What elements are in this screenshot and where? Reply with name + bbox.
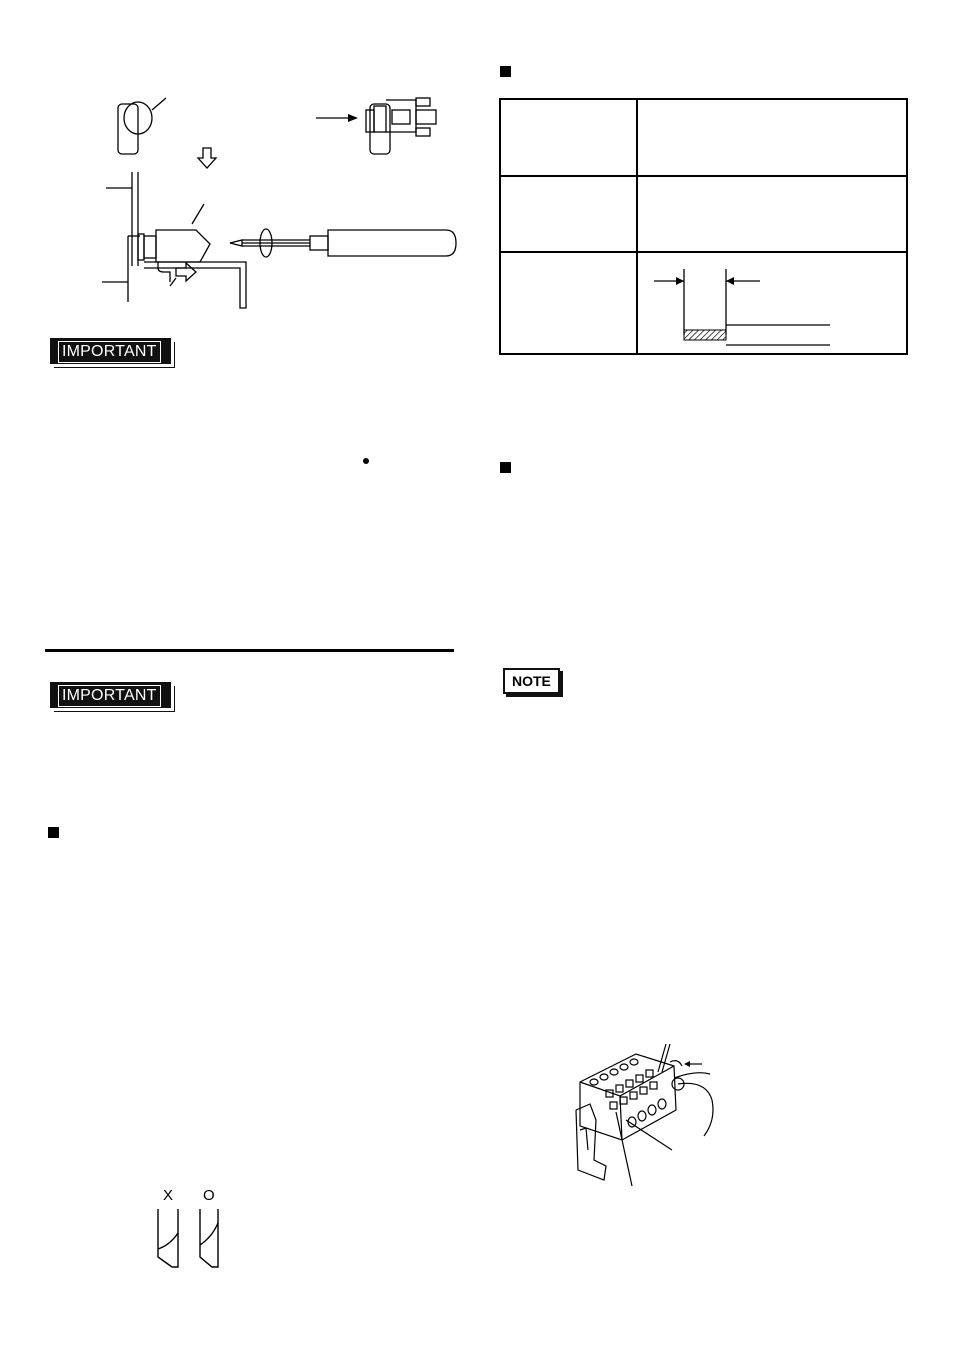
good-blade-mark: O bbox=[203, 1187, 215, 1204]
table-row bbox=[500, 176, 907, 252]
important-badge bbox=[50, 338, 171, 364]
blade-shape-illustration bbox=[150, 1205, 230, 1273]
note-badge bbox=[503, 668, 560, 694]
mounting-bracket-illustration bbox=[96, 96, 461, 314]
section-marker bbox=[500, 66, 511, 77]
terminal-block-illustration bbox=[566, 1040, 726, 1190]
note-badge-label: NOTE bbox=[512, 673, 551, 689]
table-cell bbox=[500, 176, 637, 252]
bad-blade-mark: X bbox=[163, 1187, 174, 1204]
table-row bbox=[500, 252, 907, 354]
important-badge-label: IMPORTANT bbox=[58, 685, 161, 707]
section-divider bbox=[45, 649, 454, 652]
section-marker bbox=[48, 827, 59, 838]
table-cell bbox=[637, 252, 907, 354]
strip-length-diagram bbox=[650, 265, 850, 350]
table-cell bbox=[637, 176, 907, 252]
table-cell bbox=[500, 99, 637, 176]
bullet-dot bbox=[363, 458, 369, 464]
section-marker bbox=[500, 462, 511, 473]
table-row bbox=[500, 99, 907, 176]
important-badge-label: IMPORTANT bbox=[58, 341, 161, 363]
wire-spec-table bbox=[499, 98, 908, 355]
table-cell bbox=[637, 99, 907, 176]
table-cell bbox=[500, 252, 637, 354]
important-badge bbox=[50, 682, 171, 708]
